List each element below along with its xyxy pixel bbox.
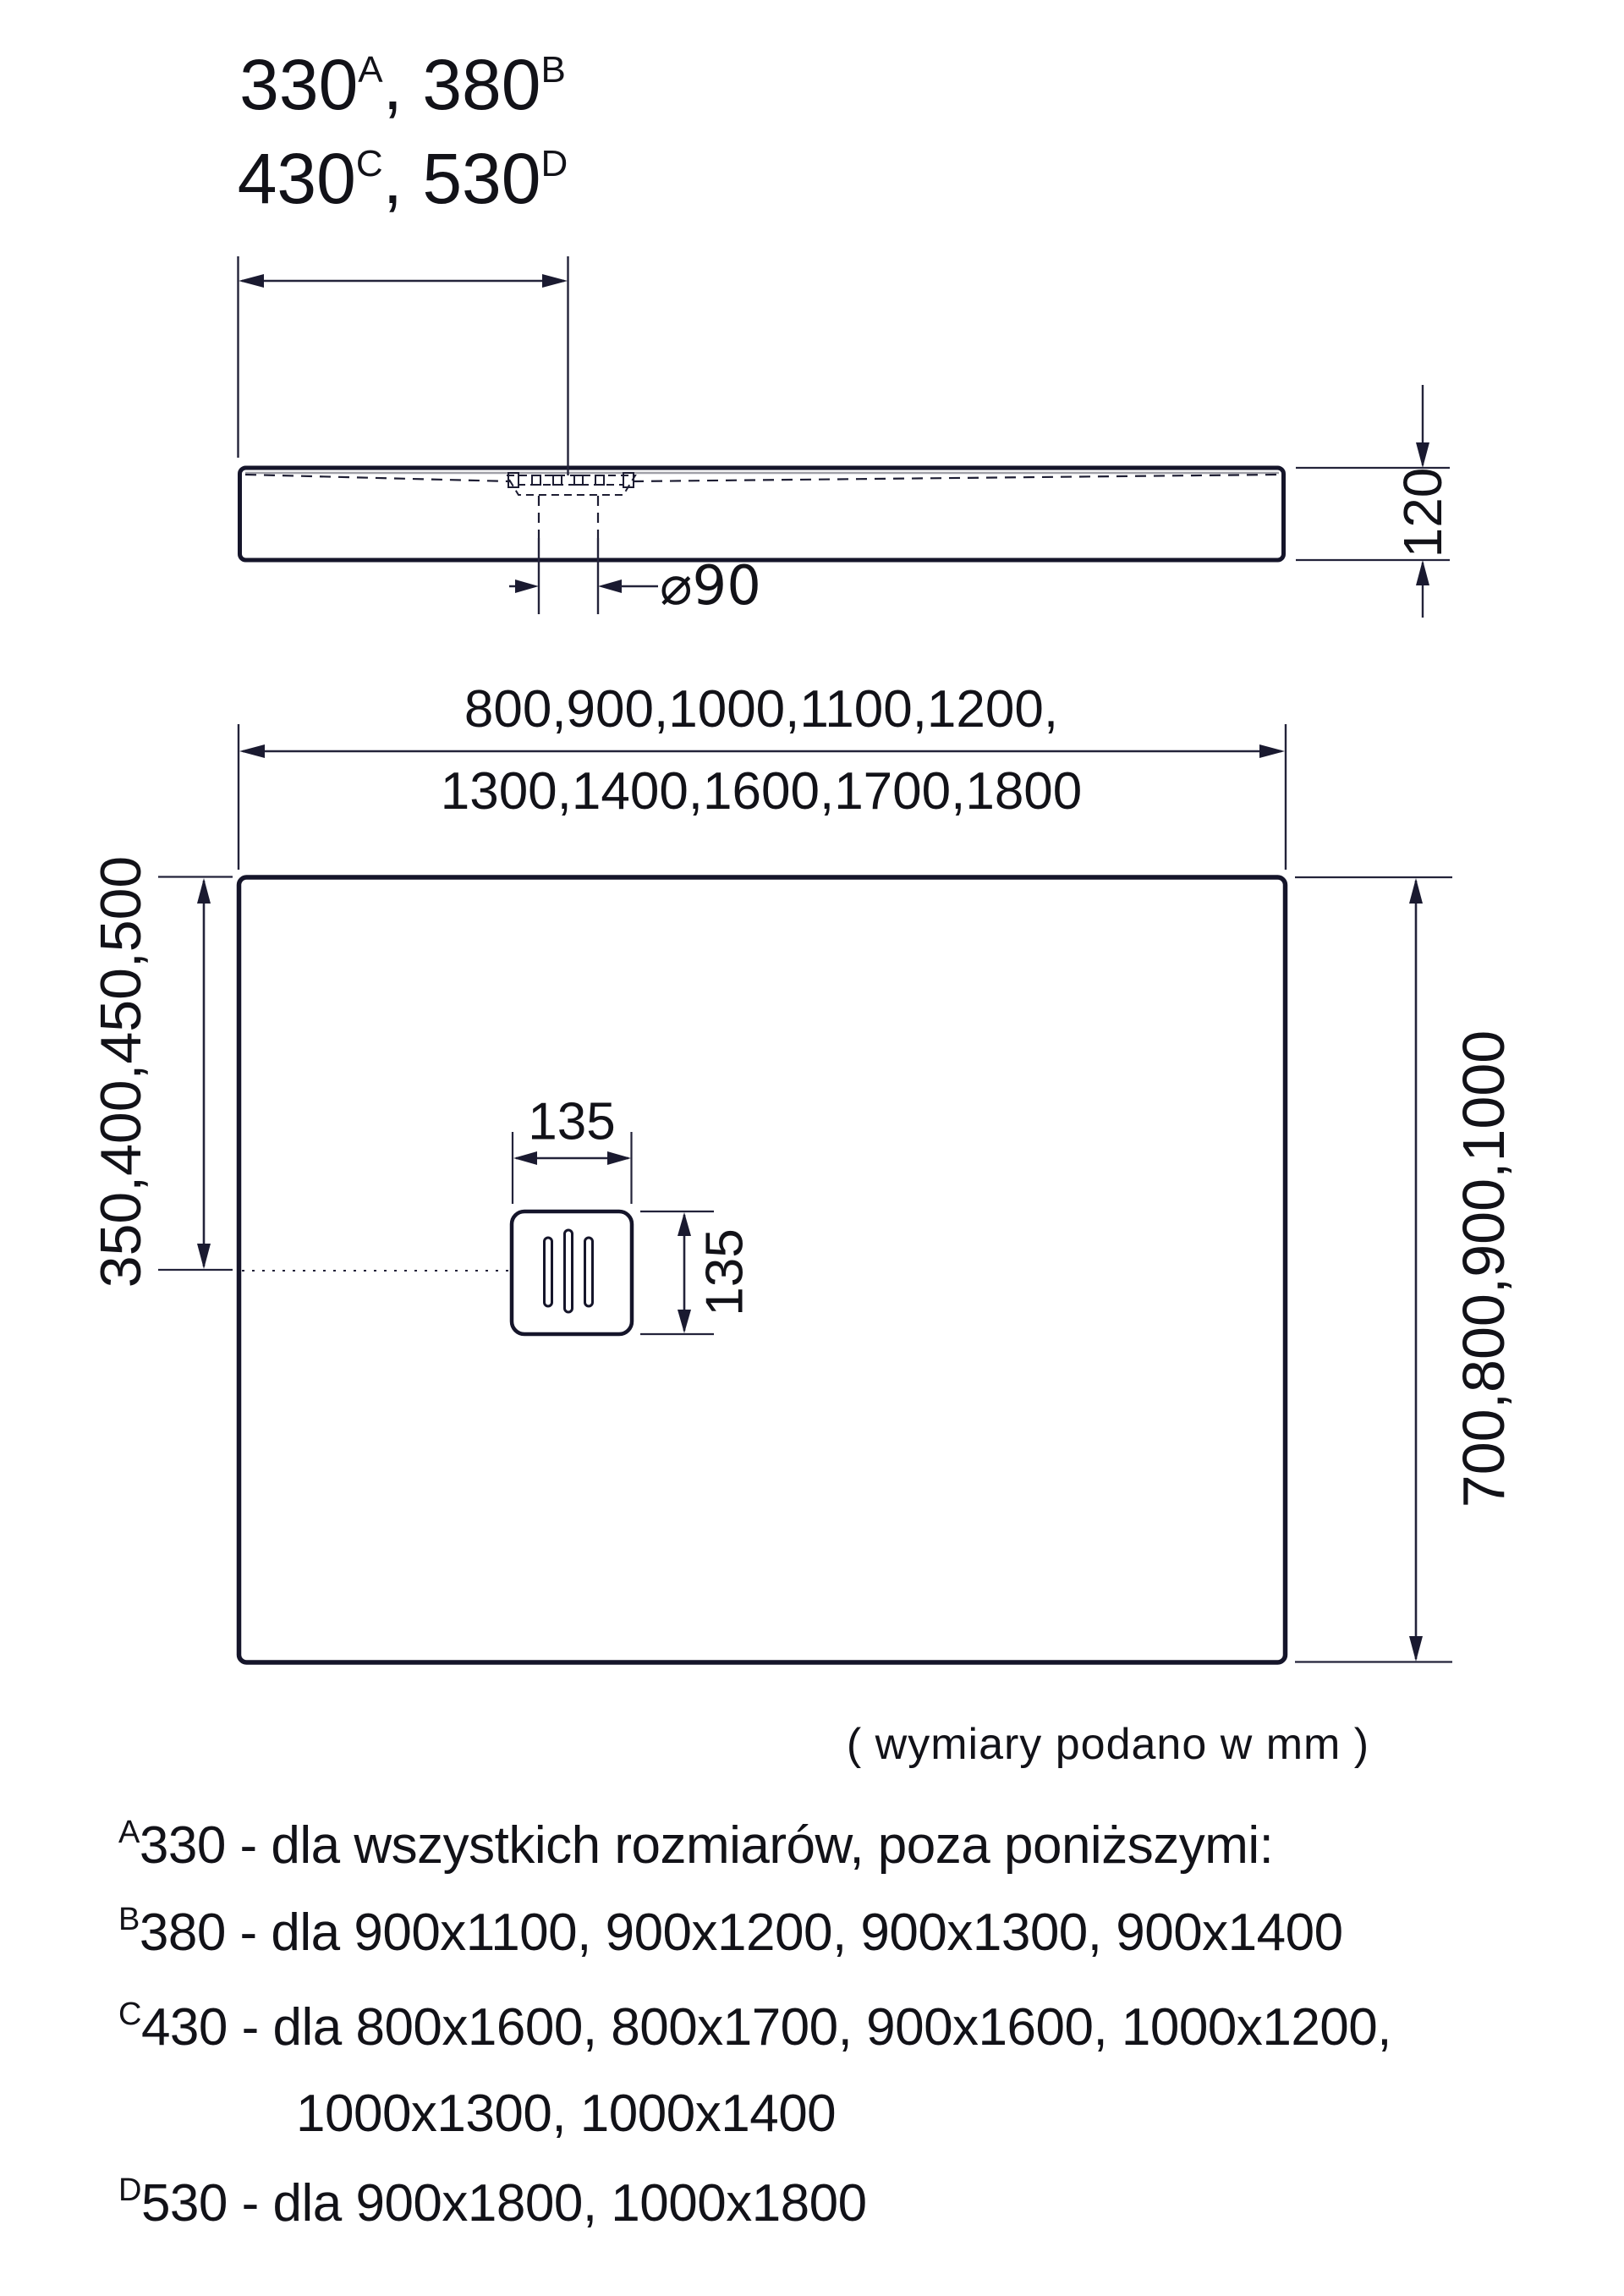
footnote-a: [118, 1815, 1273, 1876]
plan-drain: [512, 1211, 632, 1334]
arrowhead-right: [515, 579, 539, 593]
drain-depth-label: 135: [695, 1228, 754, 1316]
arrowhead-up: [1416, 560, 1429, 585]
arrowhead-down: [1416, 442, 1429, 468]
drain-offset-left-label: 350,400,450,500: [89, 855, 153, 1288]
side-view: [239, 256, 1451, 618]
thickness-label: 120: [1392, 467, 1453, 558]
dim-drain-offset-left: [158, 877, 233, 1271]
offset-note-d: D: [540, 143, 568, 184]
offset-note-b: B: [540, 49, 566, 91]
footnote-a-text: 330 - dla wszystkich rozmiarów, poza poniższymi:: [139, 1816, 1274, 1875]
offset-note-c: C: [355, 143, 383, 184]
offset-530: , 530: [382, 139, 541, 218]
arrowhead-right: [1259, 744, 1285, 758]
offset-line-1: [81, 44, 724, 138]
footnote-c-continued: [296, 2084, 836, 2144]
offset-note-a: A: [358, 49, 383, 91]
footnote-c-text: 430 - dla 800x1600, 800x1700, 900x1600, 1000x1200,: [140, 1998, 1391, 2057]
drain-width-label: 135: [528, 1092, 616, 1151]
drain-offset-values-label: [81, 44, 724, 232]
footnote-b-text: 380 - dla 900x1100, 900x1200, 900x1300, 900x1400: [139, 1903, 1343, 1962]
offset-330: 330: [239, 45, 359, 124]
footnote-c-sup: C: [118, 1997, 141, 2032]
units-note: ( wymiary podano w mm ): [846, 1720, 1370, 1769]
dim-drain-offset-top: [239, 256, 568, 475]
footnote-d-text: 530 - dla 900x1800, 1000x1800: [140, 2174, 867, 2233]
arrowhead-left: [239, 274, 264, 288]
plan-width-values-label: [338, 668, 1184, 832]
plan-length-values-label: 700,800,900,1000: [1451, 1030, 1517, 1508]
arrowhead-right: [542, 274, 568, 288]
footnote-d-sup: D: [118, 2172, 141, 2208]
footnote-a-sup: A: [118, 1815, 140, 1850]
plan-view: [158, 724, 1452, 1662]
dim-plan-length: [1295, 877, 1452, 1662]
dim-drain-diameter: [509, 579, 658, 593]
arrowhead-up: [197, 878, 211, 904]
drain-diameter-label: ⌀90: [660, 555, 761, 618]
footnote-c: [118, 1997, 1391, 2057]
arrowhead-left: [239, 744, 265, 758]
footnote-b: [118, 1903, 1343, 1963]
arrowhead-up: [1409, 878, 1423, 904]
side-view-outline: [240, 468, 1284, 560]
offset-430: 430: [237, 139, 356, 218]
arrowhead-down: [197, 1244, 211, 1269]
footnote-d: [118, 2173, 867, 2233]
footnote-c2-text: 1000x1300, 1000x1400: [296, 2085, 837, 2143]
footnote-b-sup: B: [118, 1902, 140, 1937]
arrowhead-down: [1409, 1636, 1423, 1662]
plan-width-line-2: 1300,1400,1600,1700,1800: [440, 762, 1083, 821]
plan-width-line-1: 800,900,1000,1100,1200,: [464, 680, 1059, 739]
offset-line-2: [81, 138, 724, 232]
offset-380: , 380: [382, 45, 541, 124]
arrowhead-left: [598, 579, 622, 593]
